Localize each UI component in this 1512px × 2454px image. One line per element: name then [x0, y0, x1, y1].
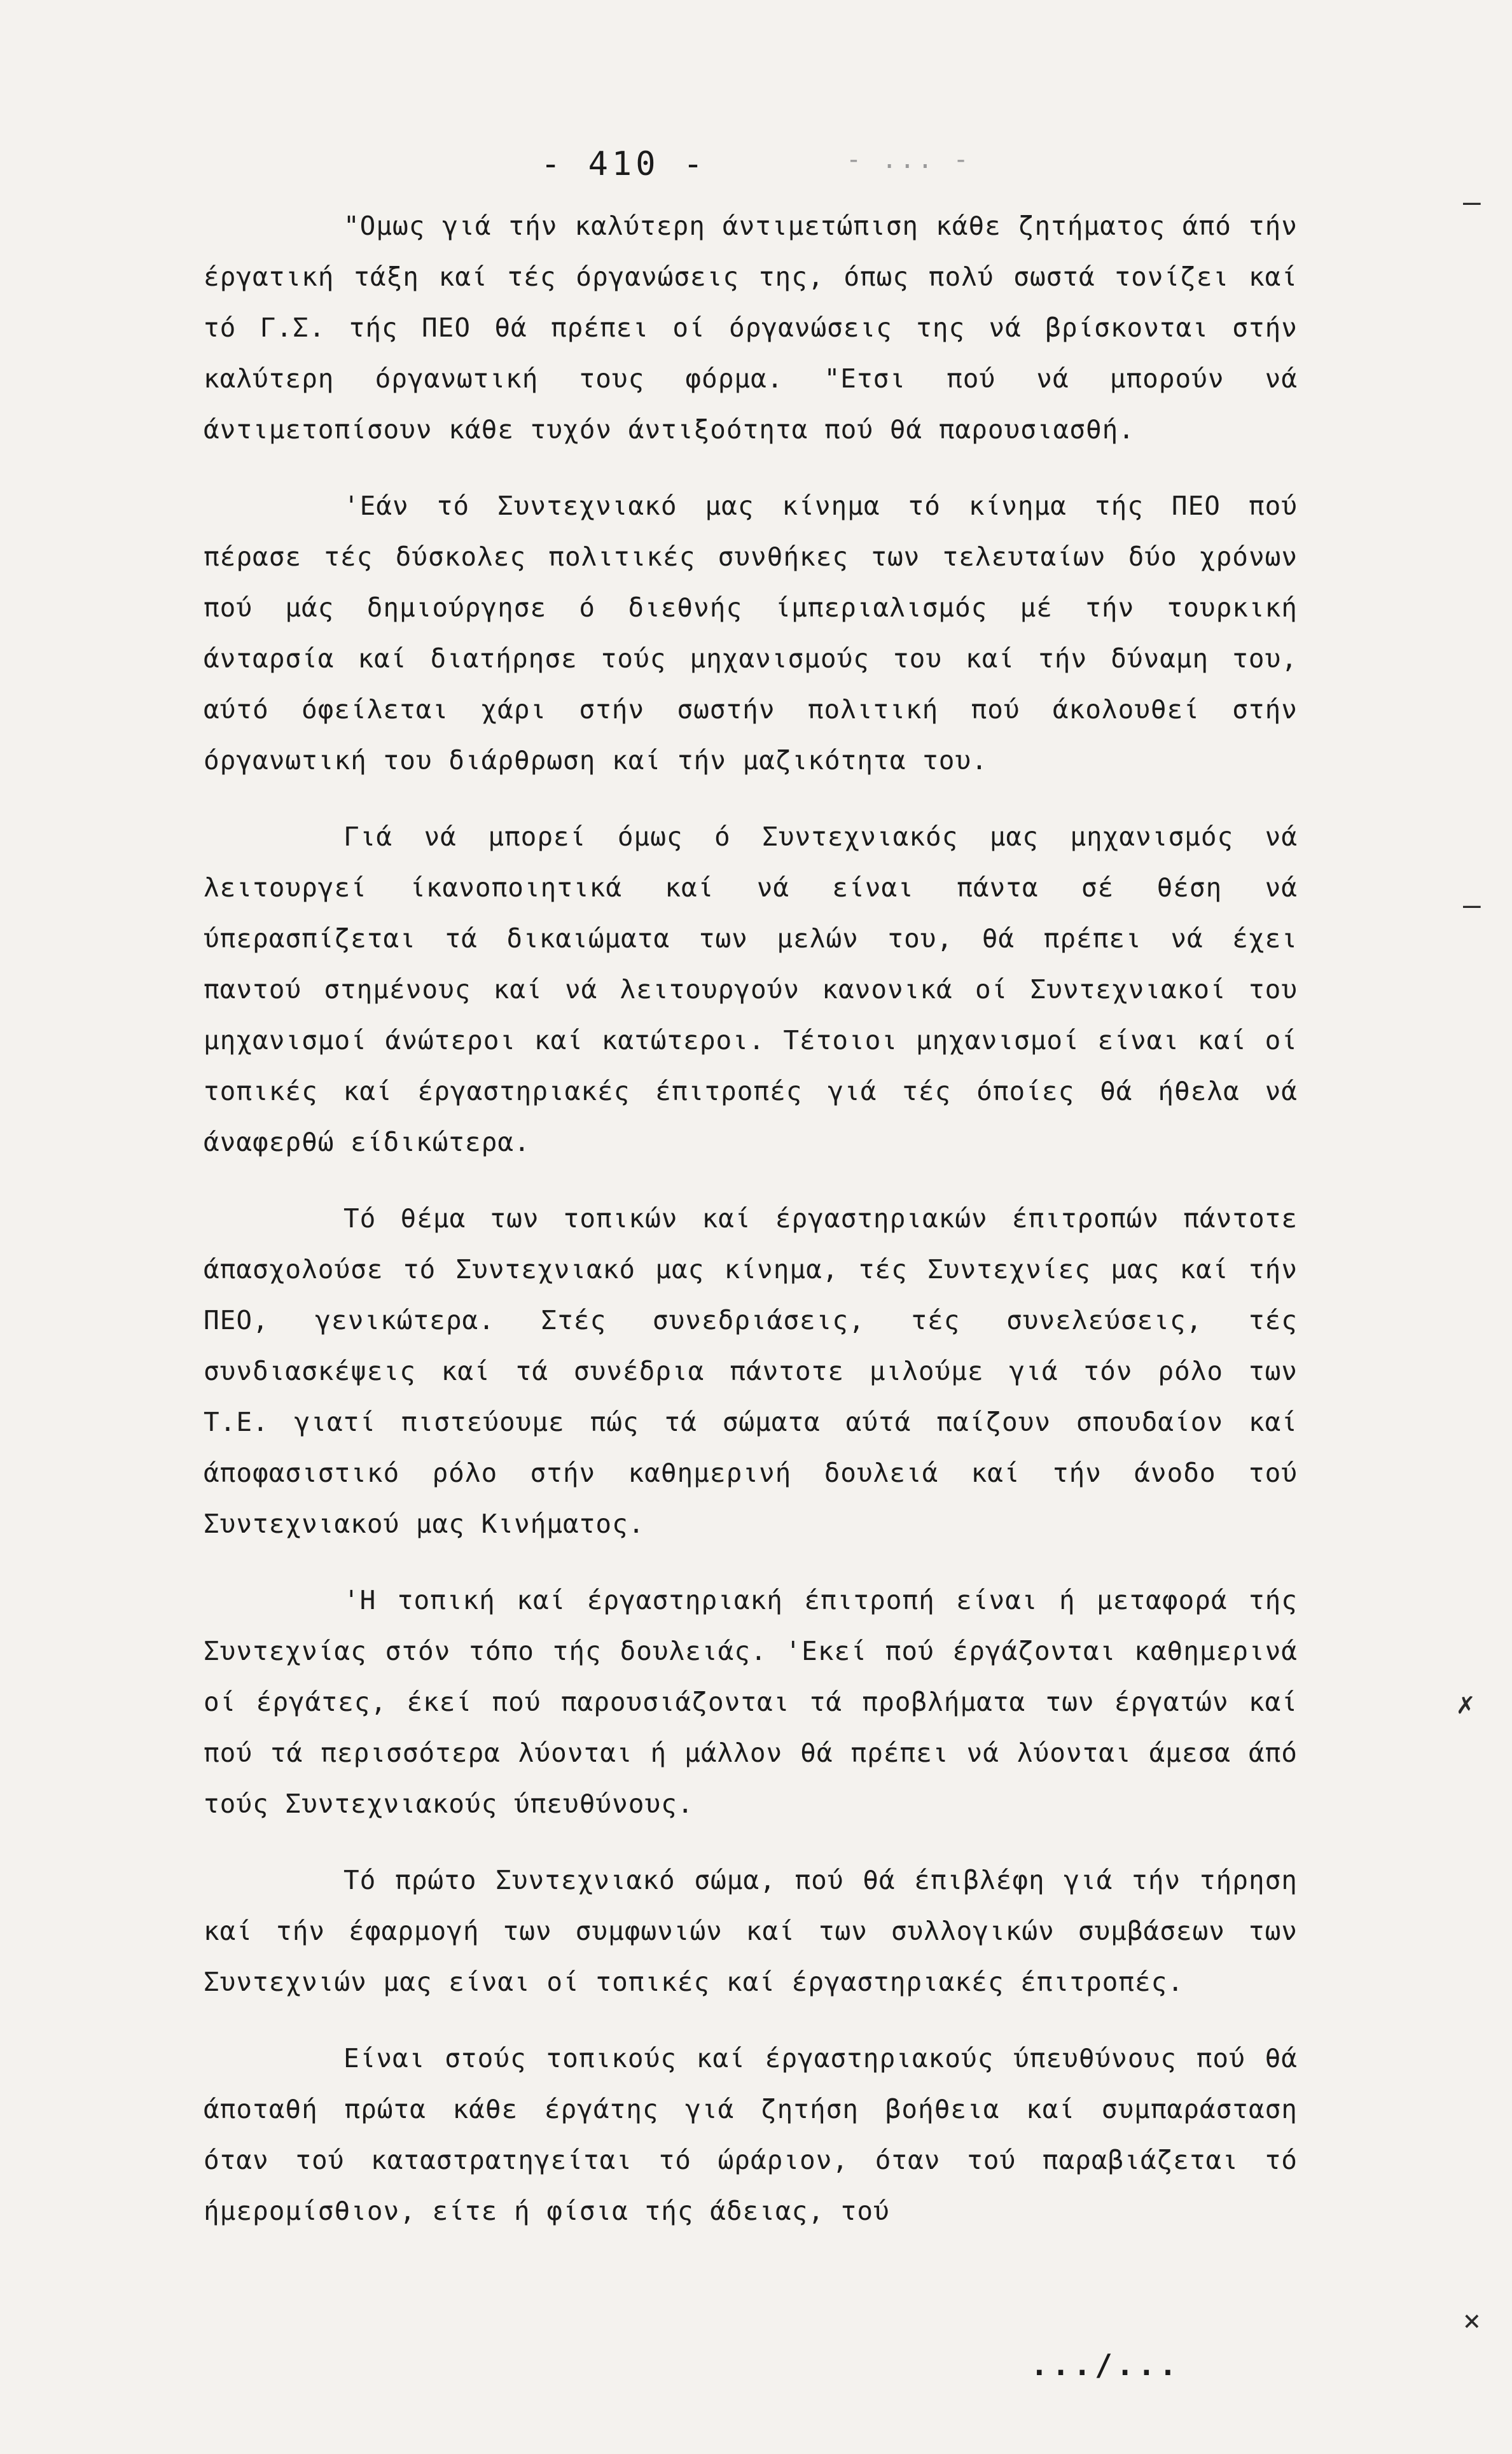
header-mark: - ... - — [846, 145, 971, 174]
paragraph-7: Είναι στούς τοπικούς καί έργαστηριακούς ύπευθύνους πού θά άποταθή πρώτα κάθε έργάτης γιά ζητήση βοήθεια καί συμπαράσταση όταν τού καταστρατηγείται τό ώράριον, όταν τού παραβιάζεται τό ήμερομίσθιον, είτε ή φίσια τής άδειας, τού — [204, 2043, 1298, 2226]
paragraph-1: "Ομως γιά τήν καλύτερη άντιμετώπιση κάθε ζητήματος άπό τήν έργατική τάξη καί τές όργανώσεις της, όπως πολύ σωστά τονίζει καί τό Γ.Σ. τής ΠΕΟ θά πρέπει οί όργανώσεις της νά βρίσκονται στήν καλύτερη όργανωτική τους φόρμα. "Ετσι πού νά μπορούν νά άντιμετοπίσουν κάθε τυχόν άντιξοότητα πού θά παρουσιασθή. — [204, 211, 1298, 445]
paragraph-4: Τό θέμα των τοπικών καί έργαστηριακών έπιτροπών πάντοτε άπασχολούσε τό Συντεχνιακό μας κίνημα, τές Συντεχνίες μας καί τήν ΠΕΟ, γενικώτερα. Στές συνεδριάσεις, τές συνελεύσεις, τές συνδιασκέψεις καί τά συνέδρια πάντοτε μιλούμε γιά τόν ρόλο των Τ.Ε. γιατί πιστεύουμε πώς τά σώματα αύτά παίζουν σπουδαίον καί άποφασιστικό ρόλο στήν καθημερινή δουλειά καί τήν άνοδο τού Συντεχνιακού μας Κινήματος. — [204, 1203, 1298, 1539]
margin-dash-icon: — — [1463, 888, 1481, 922]
page-number: - 410 - — [541, 145, 707, 183]
margin-dash-icon: — — [1463, 185, 1481, 219]
margin-scribble-icon: ✗ — [1457, 1686, 1474, 1720]
paragraph-6: Τό πρώτο Συντεχνιακό σώμα, πού θά έπιβλέφη γιά τήν τήρηση καί τήν έφαρμογή των συμφωνιών καί των συλλογικών συμβάσεων των Συντεχνιών μας είναι οί τοπικές καί έργαστηριακές έπιτροπές. — [204, 1865, 1298, 1997]
paragraph-5: 'Η τοπική καί έργαστηριακή έπιτροπή είναι ή μεταφορά τής Συντεχνίας στόν τόπο τής δουλειάς. 'Εκεί πού έργάζονται καθημερινά οί έργάτες, έκεί πού παρουσιάζονται τά προβλήματα των έργατών καί πού τά περισσότερα λύονται ή μάλλον θά πρέπει νά λύονται άμεσα άπό τούς Συντεχνιακούς ύπευθύνους. — [204, 1585, 1298, 1819]
margin-cross-icon: × — [1463, 2303, 1481, 2338]
paragraph-3: Γιά νά μπορεί όμως ό Συντεχνιακός μας μηχανισμός νά λειτουργεί ίκανοποιητικά καί νά είναι πάντα σέ θέση νά ύπερασπίζεται τά δικαιώματα των μελών του, θά πρέπει νά έχει παντού στημένους καί νά λειτουργούν κανονικά οί Συντεχνιακοί του μηχανισμοί άνώτεροι καί κατώτεροι. Τέτοιοι μηχανισμοί είναι καί οί τοπικές καί έργαστηριακές έπιτροπές γιά τές όποίες θά ήθελα νά άναφερθώ είδικώτερα. — [204, 821, 1298, 1157]
continuation-mark: .../... — [1030, 2348, 1181, 2382]
document-body — [204, 200, 1298, 2262]
paragraph-2: 'Εάν τό Συντεχνιακό μας κίνημα τό κίνημα τής ΠΕΟ πού πέρασε τές δύσκολες πολιτικές συνθήκες των τελευταίων δύο χρόνων πού μάς δημιούργησε ό διεθνής ίμπεριαλισμός μέ τήν τουρκική άνταρσία καί διατήρησε τούς μηχανισμούς του καί τήν δύναμη του, αύτό όφείλεται χάρι στήν σωστήν πολιτική πού άκολουθεί στήν όργανωτική του διάρθρωση καί τήν μαζικότητα του. — [204, 491, 1298, 776]
